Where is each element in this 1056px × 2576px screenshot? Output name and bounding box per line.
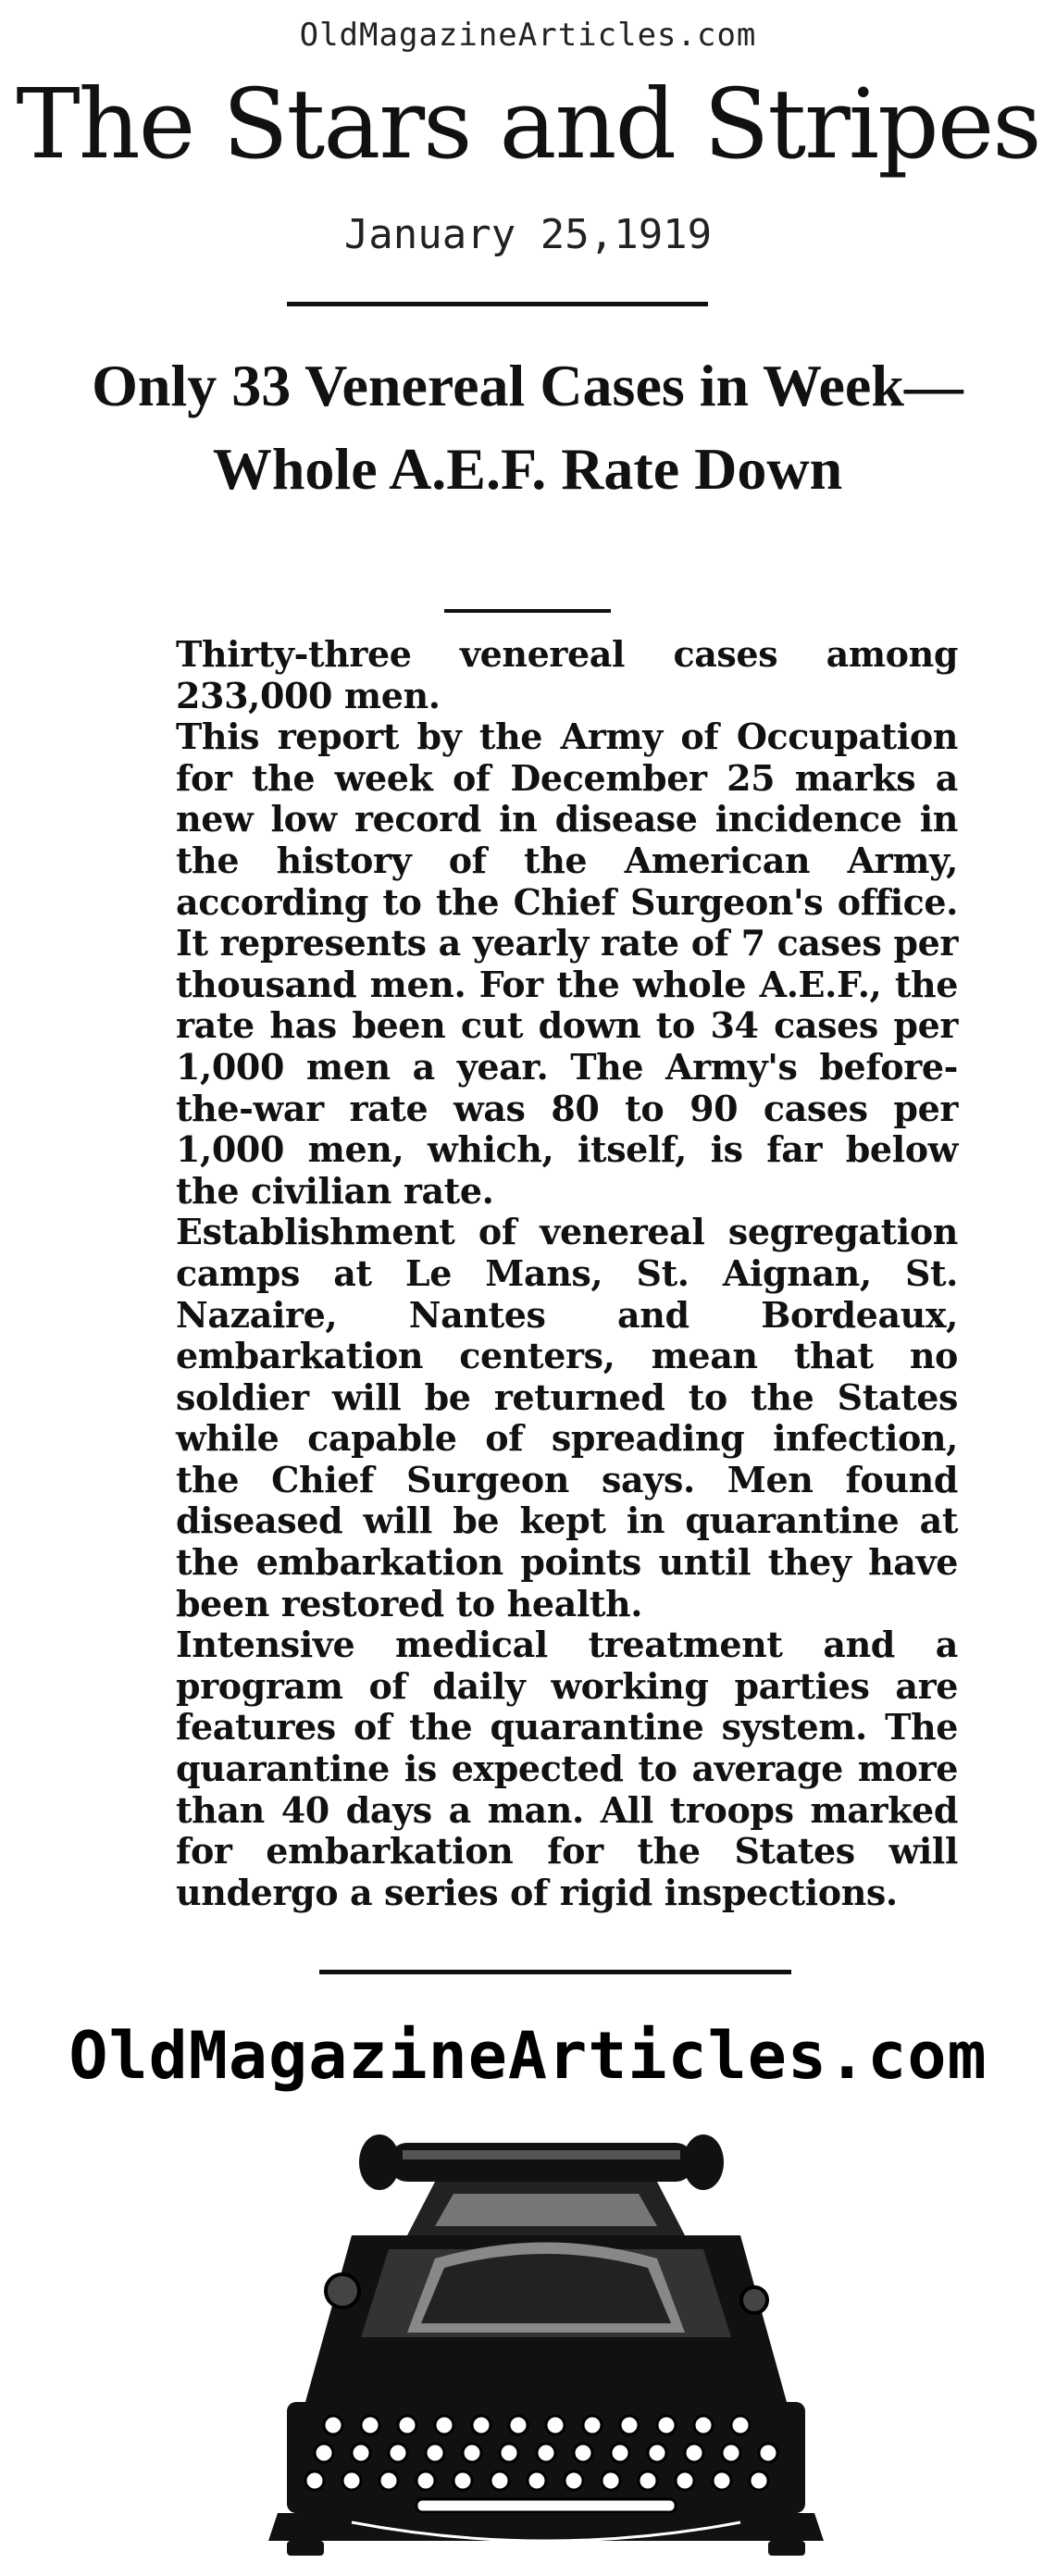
- paragraph: This report by the Army of Occupation for the week of December 25 marks a new low record in disease incidence in the history of the American Army, according to the Chief Surgeon's office. It represents a yearly rate of 7 cases per thousand men. For the whole A.E.F., the rate has been cut down to 34 cases per 1,000 men a year. The Army's before-the-war rate was 80 to 90 cases per 1,000 men, which, itself, is far below the civilian rate.: [176, 716, 958, 1212]
- divider-bottom: [319, 1970, 791, 1974]
- typewriter-illustration: [250, 2124, 842, 2559]
- typewriter-body: [305, 2235, 787, 2402]
- article-headline: Only 33 Venereal Cases in Week—Whole A.E.F. Rate Down: [92, 353, 963, 502]
- typewriter-carriage: [359, 2134, 724, 2235]
- site-watermark-top: OldMagazineArticles.com: [299, 17, 757, 54]
- divider-top: [287, 302, 708, 306]
- typewriter-keyboard: [287, 2402, 805, 2513]
- paragraph: Thirty-three venereal cases among 233,000 men.: [176, 633, 958, 716]
- publication-date: January 25,1919: [343, 211, 713, 258]
- typewriter-base: [268, 2513, 824, 2556]
- site-watermark-bottom: OldMagazineArticles.com: [68, 2018, 988, 2094]
- newspaper-masthead: The Stars and Stripes: [16, 68, 1040, 180]
- divider-headline: [444, 609, 611, 613]
- paragraph: Intensive medical treatment and a program of daily working parties are features of the quarantine system. The quarantine is expected to average more than 40 days a man. All troops marked for embarkation for the States will undergo a series of rigid inspections.: [176, 1624, 958, 1913]
- paragraph: Establishment of venereal segregation camps at Le Mans, St. Aignan, St. Nazaire, Nantes and Bordeaux, embarkation centers, mean that no soldier will be returned to the States while capable of spreading infection, the Chief Surgeon says. Men found diseased will be kept in quarantine at the embarkation points until they have been restored to health.: [176, 1211, 958, 1624]
- article-body: [176, 634, 958, 1913]
